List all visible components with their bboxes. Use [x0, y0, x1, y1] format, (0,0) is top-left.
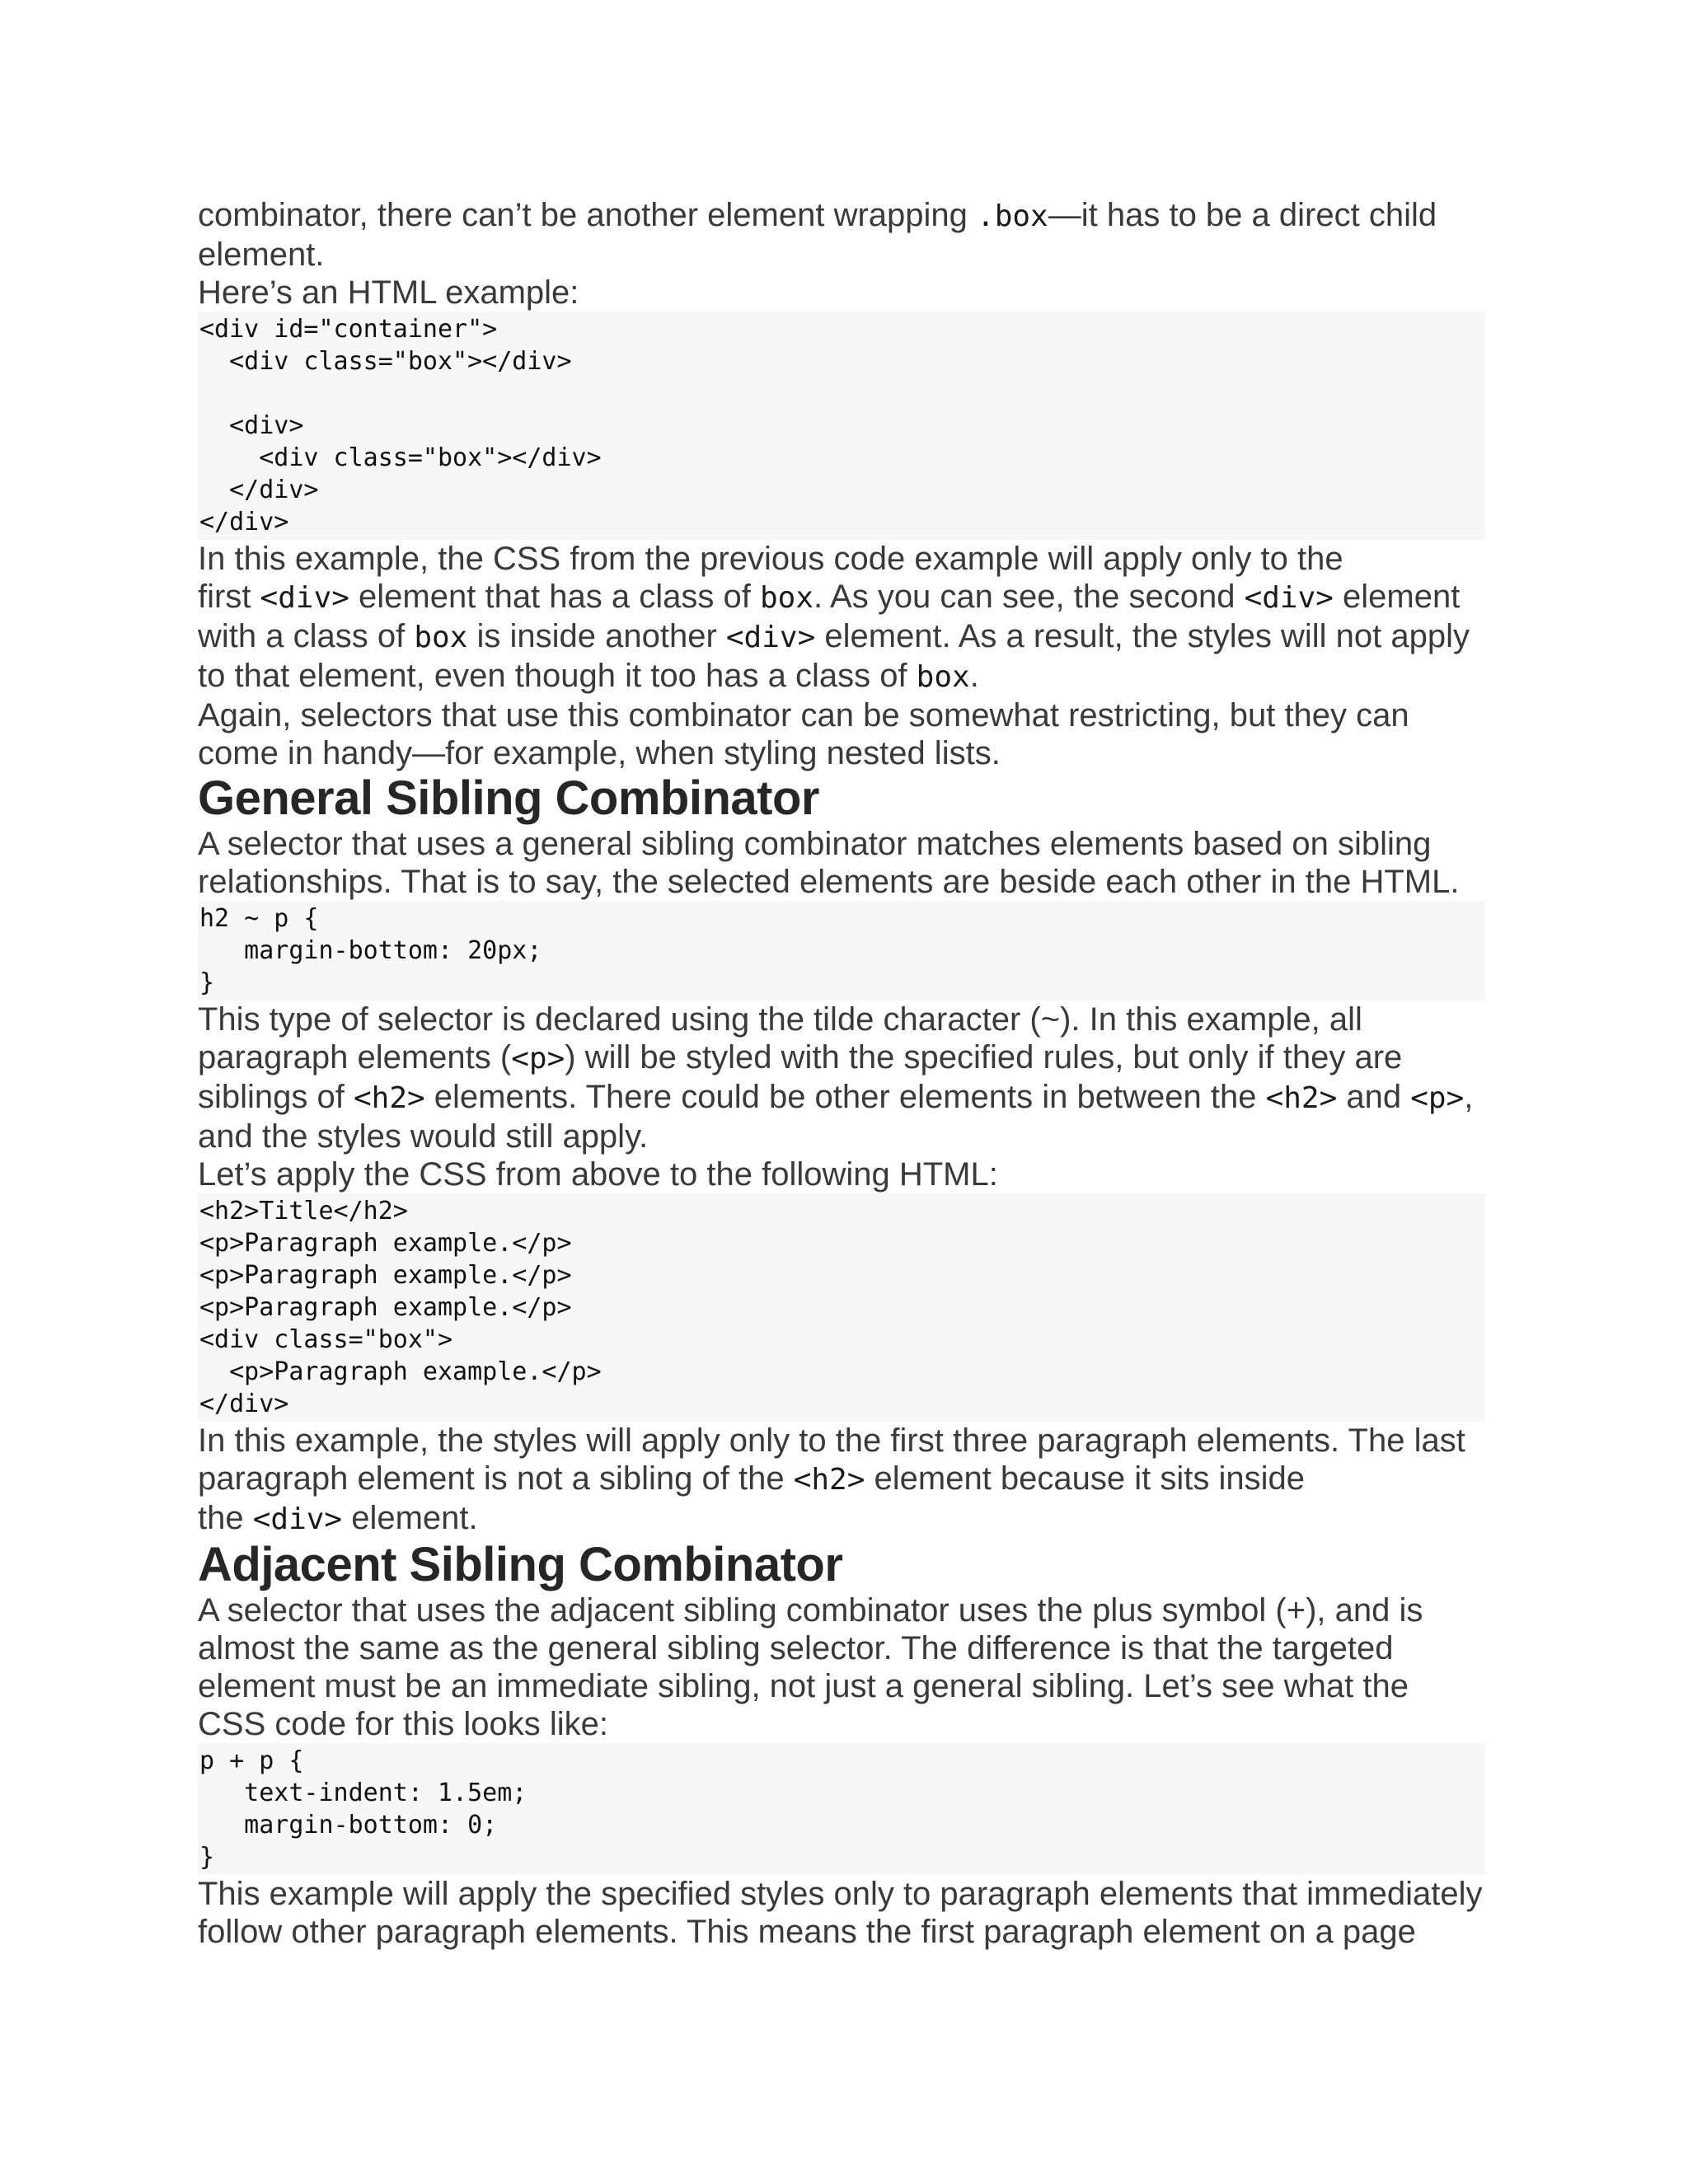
text-line — [198, 196, 1492, 236]
text-line: In this example, the CSS from the previous code example will apply only to the — [198, 541, 1343, 577]
text-run: . As you can see, the second — [814, 579, 1245, 615]
inline-code: box — [759, 581, 814, 615]
inline-code: .box — [977, 199, 1048, 233]
text-line: Let’s apply the CSS from above to the following HTML: — [198, 1156, 998, 1193]
text-line: In this example, the styles will apply only to the first three paragraph elements. The last — [198, 1422, 1465, 1459]
code-line: <p>Paragraph example.</p> — [199, 1261, 572, 1290]
inline-code: <p> — [1410, 1081, 1465, 1115]
text-run: ) will be styled with the specified rules, but only if they are — [565, 1039, 1403, 1076]
text-run: . — [969, 658, 979, 694]
text-line — [198, 617, 1492, 657]
text-line: follow other paragraph elements. This means the first paragraph element on a page — [198, 1914, 1416, 1950]
intro-text — [198, 196, 1492, 312]
text-run: , — [1464, 1079, 1474, 1115]
text-line: A selector that uses the adjacent sibling combinator uses the plus symbol (+), and is — [198, 1592, 1423, 1629]
text-line: element. — [198, 237, 325, 273]
code-line: margin-bottom: 20px; — [199, 936, 542, 965]
code-line: <div class="box"></div> — [199, 443, 602, 472]
code-line: <div class="box"></div> — [199, 347, 572, 376]
inline-code: <h2> — [1265, 1081, 1338, 1115]
text-line: CSS code for this looks like: — [198, 1706, 608, 1742]
code-line: p + p { — [199, 1746, 304, 1775]
code-line: text-indent: 1.5em; — [199, 1779, 528, 1807]
text-line — [198, 1038, 1492, 1078]
paragraph — [198, 1591, 1492, 1743]
text-run: combinator, there can’t be another element wrapping — [198, 197, 978, 233]
code-block-html-container — [198, 312, 1485, 540]
text-run: and — [1337, 1079, 1411, 1115]
text-run: elements. There could be other elements in between the — [424, 1079, 1266, 1115]
code-line: } — [199, 1843, 215, 1872]
inline-code: <div> — [1244, 581, 1334, 615]
inline-code: box — [414, 621, 468, 654]
text-run: with a class of — [198, 618, 415, 654]
text-line: This example will apply the specified styles only to paragraph elements that immediately — [198, 1876, 1483, 1912]
code-line: } — [199, 968, 215, 997]
text-run: element. — [342, 1500, 478, 1536]
text-run: —it has to be a direct child — [1048, 197, 1437, 233]
section-heading: Adjacent Sibling Combinator — [198, 1538, 843, 1591]
text-line: Again, selectors that use this combinator can be somewhat restricting, but they can — [198, 697, 1409, 733]
code-line: margin-bottom: 0; — [199, 1811, 498, 1840]
text-run: is inside another — [467, 618, 726, 654]
text-run: paragraph element is not a sibling of the — [198, 1460, 794, 1497]
text-run: to that element, even though it too has a class of — [198, 658, 917, 694]
text-line: element must be an immediate sibling, not just a general sibling. Let’s see what the — [198, 1668, 1409, 1704]
text-line — [198, 1499, 1492, 1539]
inline-code: <div> — [252, 1502, 343, 1536]
code-line: h2 ~ p { — [199, 904, 319, 933]
text-line — [198, 1460, 1492, 1499]
document-page — [198, 196, 1492, 1951]
text-run: element. As a result, the styles will not apply — [815, 618, 1470, 654]
text-run: siblings of — [198, 1079, 354, 1115]
inline-code: <p> — [511, 1042, 565, 1076]
paragraph — [198, 1875, 1492, 1951]
code-line: <div class="box"> — [199, 1325, 453, 1354]
inline-code: <div> — [725, 621, 816, 654]
text-run: the — [198, 1500, 253, 1536]
text-line — [198, 1078, 1492, 1118]
text-run: element — [1333, 579, 1461, 615]
code-line: <p>Paragraph example.</p> — [199, 1229, 572, 1258]
code-block-css-general-sibling — [198, 901, 1485, 1001]
code-block-html-siblings — [198, 1193, 1485, 1422]
text-run: first — [198, 579, 260, 615]
paragraph — [198, 1422, 1492, 1539]
paragraph — [198, 825, 1492, 901]
text-run: element that has a class of — [349, 579, 760, 615]
code-line: </div> — [199, 1390, 289, 1418]
code-line: <div> — [199, 411, 304, 440]
text-run: element because it sits inside — [865, 1460, 1306, 1497]
inline-code: box — [916, 660, 970, 694]
paragraph — [198, 1001, 1492, 1155]
section-heading: General Sibling Combinator — [198, 771, 819, 825]
text-line: A selector that uses a general sibling combinator matches elements based on sibling — [198, 826, 1432, 862]
inline-code: <h2> — [353, 1081, 425, 1115]
text-line: almost the same as the general sibling selector. The difference is that the targeted — [198, 1630, 1394, 1666]
text-line: come in handy—for example, when styling nested lists. — [198, 735, 1001, 771]
paragraph — [198, 696, 1492, 772]
code-line: </div> — [199, 508, 289, 537]
inline-code: <h2> — [793, 1463, 865, 1497]
text-line — [198, 578, 1492, 617]
text-line: Here’s an HTML example: — [198, 274, 579, 311]
code-line — [199, 377, 1485, 410]
code-line: </div> — [199, 476, 319, 504]
text-line: This type of selector is declared using the tilde character (~). In this example, all — [198, 1001, 1362, 1038]
text-line — [198, 657, 1492, 696]
code-line: <h2>Title</h2> — [199, 1197, 408, 1226]
text-line: relationships. That is to say, the selected elements are beside each other in the HTML. — [198, 864, 1460, 900]
code-line: <div id="container"> — [199, 315, 498, 344]
code-line: <p>Paragraph example.</p> — [199, 1357, 602, 1386]
inline-code: <div> — [260, 581, 349, 615]
code-block-css-adjacent-sibling — [198, 1743, 1485, 1875]
text-run: paragraph elements ( — [198, 1039, 512, 1076]
code-line: <p>Paragraph example.</p> — [199, 1293, 572, 1322]
paragraph — [198, 540, 1492, 696]
text-line: and the styles would still apply. — [198, 1118, 649, 1155]
